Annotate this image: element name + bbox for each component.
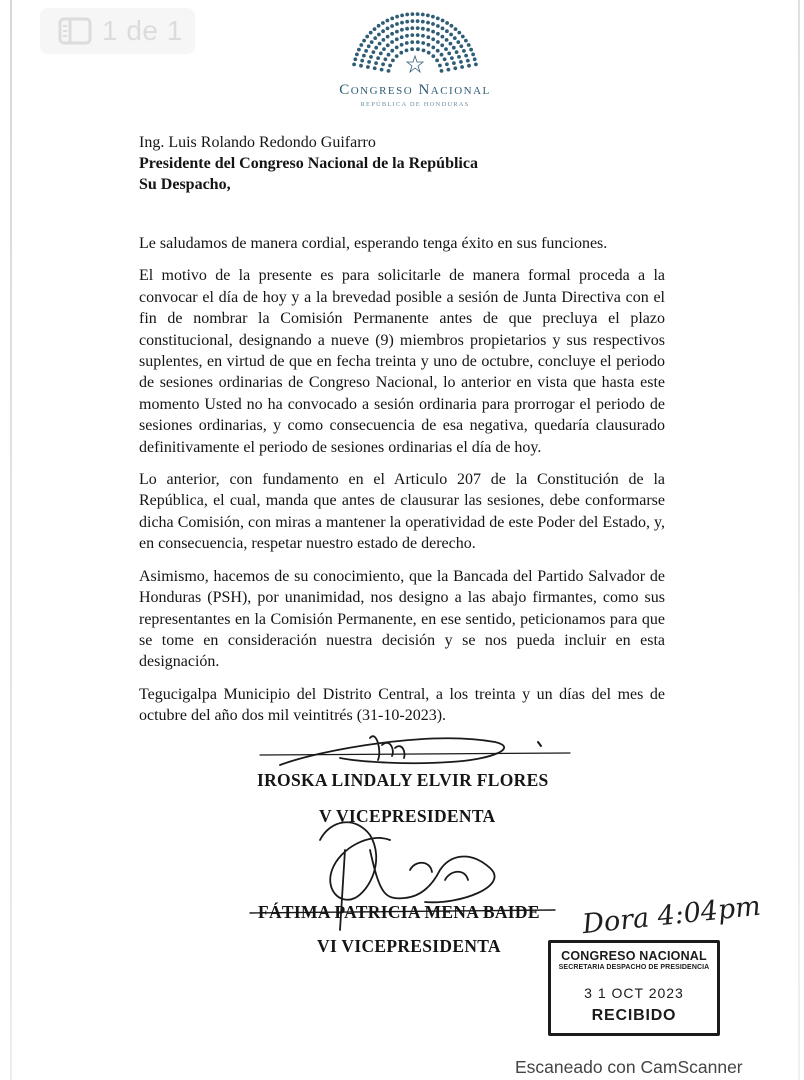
seat-dot bbox=[390, 17, 394, 21]
seat-dot bbox=[445, 21, 449, 25]
seat-dot bbox=[455, 50, 459, 54]
seat-dot bbox=[378, 42, 382, 46]
seat-dot bbox=[386, 19, 390, 23]
seat-dot bbox=[381, 62, 385, 66]
seat-dot bbox=[467, 64, 471, 68]
seat-dot bbox=[388, 64, 392, 68]
seat-dot bbox=[426, 35, 430, 39]
seat-dot bbox=[360, 59, 364, 63]
seat-dot bbox=[373, 66, 377, 70]
seat-dot bbox=[395, 15, 399, 19]
seat-dot bbox=[395, 46, 399, 50]
signatory-1-name: IROSKA LINDALY ELVIR FLORES bbox=[257, 770, 549, 790]
seat-dot bbox=[431, 15, 435, 19]
seat-dot bbox=[471, 53, 475, 57]
seat-dot bbox=[449, 42, 453, 46]
seat-dot bbox=[416, 12, 420, 16]
seat-dot bbox=[474, 63, 478, 67]
seat-dot bbox=[395, 22, 399, 26]
seat-dot bbox=[362, 54, 366, 58]
seat-dot bbox=[450, 56, 454, 60]
seat-dot bbox=[436, 24, 440, 28]
scanner-watermark: Escaneado con CamScanner bbox=[515, 1057, 743, 1077]
seat-dot bbox=[405, 41, 409, 45]
seat-dot bbox=[459, 60, 463, 64]
stamp-status: RECIBIDO bbox=[591, 1007, 677, 1024]
seat-dot bbox=[376, 56, 380, 60]
seat-dot bbox=[386, 43, 390, 47]
seat-dot bbox=[416, 47, 420, 51]
seat-dot bbox=[400, 43, 404, 47]
addressee-name: Ing. Luis Rolando Redondo Guifarro bbox=[139, 134, 376, 151]
seat-dot bbox=[416, 40, 420, 44]
seat-dot bbox=[426, 28, 430, 32]
seat-dot bbox=[400, 14, 404, 18]
paragraph-greeting: Le saludamos de manera cordial, esperando tenga éxito en sus funciones. bbox=[139, 235, 608, 252]
seat-dot bbox=[469, 48, 473, 52]
paragraph-designation: Asimismo, hacemos de su conocimiento, que la Bancada del Partido Salvador de Honduras (PSH), por unanimidad, nos designo a las abajo firmantes, como sus representantes en la Comisión Permanente, en ese sentido, peticionamos para que se tome en consideración nuestra decisión y se nos pueda incluir en esta designación. bbox=[139, 567, 665, 671]
seat-dot bbox=[445, 62, 449, 66]
seat-dot bbox=[441, 35, 445, 39]
seat-dot bbox=[405, 13, 409, 17]
seat-dot bbox=[395, 30, 399, 34]
addressee-block bbox=[139, 132, 478, 195]
seat-dot bbox=[400, 35, 404, 39]
letterhead-subtitle: REPÚBLICA DE HONDURAS bbox=[360, 101, 470, 108]
seat-dot bbox=[441, 27, 445, 31]
seat-dot bbox=[369, 31, 373, 35]
seat-dot bbox=[452, 61, 456, 65]
seat-dot bbox=[381, 21, 385, 25]
seat-dot bbox=[421, 34, 425, 38]
seat-dot bbox=[387, 69, 391, 73]
letterhead bbox=[300, 6, 530, 110]
seat-dot bbox=[416, 33, 420, 37]
seat-dot bbox=[359, 64, 363, 68]
emblem-star bbox=[407, 56, 423, 72]
seat-dot bbox=[436, 32, 440, 36]
seat-dot bbox=[462, 49, 466, 53]
seat-dot bbox=[405, 27, 409, 31]
seat-dot bbox=[444, 47, 448, 51]
seat-dot bbox=[436, 49, 440, 53]
seat-dot bbox=[390, 49, 394, 53]
seat-dot bbox=[386, 35, 390, 39]
seat-dot bbox=[379, 52, 383, 56]
seat-dot bbox=[391, 59, 395, 63]
seat-dot bbox=[365, 35, 369, 39]
seat-dot bbox=[466, 59, 470, 63]
seat-dot bbox=[467, 43, 471, 47]
seat-dot bbox=[445, 38, 449, 42]
seat-dot bbox=[411, 12, 415, 16]
seat-dot bbox=[440, 53, 444, 57]
stamp-office: SECRETARIA DESPACHO DE PRESIDENCIA bbox=[558, 964, 710, 971]
paragraph-legal-basis: Lo anterior, con fundamento en el Articulo 207 de la Constitución de la República, el cual, manda que antes de clausurar las sesiones, debe conformarse dicha Comisión, con miras a mantener la operatividad de este Poder del Estado, y, en consecuencia, respetar nuestro estado de derecho. bbox=[139, 471, 665, 553]
seat-dot bbox=[440, 43, 444, 47]
seat-dot bbox=[405, 34, 409, 38]
seat-dot bbox=[387, 53, 391, 57]
seat-dot bbox=[431, 46, 435, 50]
seat-dot bbox=[457, 55, 461, 59]
page-indicator-label: 1 de 1 bbox=[102, 15, 183, 46]
signatory-2-name: FÁTIMA PATRICIA MENA BAIDE bbox=[258, 902, 540, 922]
seat-dot bbox=[382, 38, 386, 42]
seat-dot bbox=[364, 49, 368, 53]
seat-dot bbox=[386, 27, 390, 31]
addressee-title: Presidente del Congreso Nacional de la República bbox=[139, 155, 478, 172]
stamp-institution: CONGRESO NACIONAL bbox=[561, 949, 707, 963]
seat-dot bbox=[374, 46, 378, 50]
seat-dot bbox=[395, 37, 399, 41]
seat-dot bbox=[399, 51, 403, 55]
seat-dot bbox=[373, 36, 377, 40]
seat-dot bbox=[400, 28, 404, 32]
seat-dot bbox=[410, 47, 414, 51]
seat-dot bbox=[405, 20, 409, 24]
seat-dot bbox=[453, 36, 457, 40]
seat-dot bbox=[390, 32, 394, 36]
seat-dot bbox=[461, 35, 465, 39]
seat-dot bbox=[366, 65, 370, 69]
seat-dot bbox=[436, 40, 440, 44]
seat-dot bbox=[421, 20, 425, 24]
seat-dot bbox=[373, 27, 377, 31]
seat-dot bbox=[447, 68, 451, 72]
seat-dot bbox=[431, 54, 435, 58]
seat-dot bbox=[362, 39, 366, 43]
seat-dot bbox=[426, 21, 430, 25]
received-stamp bbox=[548, 940, 720, 1036]
seat-dot bbox=[400, 21, 404, 25]
seat-dot bbox=[441, 19, 445, 23]
seat-dot bbox=[464, 54, 468, 58]
seat-dot bbox=[357, 48, 361, 52]
seat-dot bbox=[390, 40, 394, 44]
seat-dot bbox=[453, 66, 457, 70]
seat-dot bbox=[411, 19, 415, 23]
seat-dot bbox=[445, 29, 449, 33]
handwritten-received-note: Dora 4:04pm bbox=[580, 890, 763, 941]
seat-dot bbox=[410, 26, 414, 30]
seat-dot bbox=[426, 14, 430, 18]
page-left-edge bbox=[10, 0, 12, 1080]
paragraph-place-date: Tegucigalpa Municipio del Distrito Central, a los treinta y un días del mes de octubre del año dos mil veintitrés (31-10-2023). bbox=[139, 685, 665, 725]
page-indicator[interactable] bbox=[40, 8, 195, 54]
seat-dot bbox=[447, 52, 451, 56]
letterhead-institution: Congreso Nacional bbox=[339, 82, 491, 98]
seat-dot bbox=[450, 24, 454, 28]
seat-dot bbox=[384, 57, 388, 61]
seat-dot bbox=[416, 19, 420, 23]
seat-dot bbox=[377, 33, 381, 37]
seat-dot bbox=[431, 30, 435, 34]
seat-dot bbox=[464, 39, 468, 43]
seat-dot bbox=[355, 53, 359, 57]
seat-dot bbox=[443, 57, 447, 61]
seat-dot bbox=[440, 69, 444, 73]
seat-dot bbox=[380, 68, 384, 72]
seat-dot bbox=[353, 57, 357, 61]
seat-dot bbox=[431, 37, 435, 41]
seat-dot bbox=[367, 44, 371, 48]
letter-body bbox=[139, 233, 665, 738]
seat-dot bbox=[405, 49, 409, 53]
seat-dot bbox=[459, 44, 463, 48]
paragraph-request: El motivo de la presente es para solicitarle de manera formal proceda a la convocar el día de hoy y a la brevedad posible a sesión de Junta Directiva con el fin de nombrar la Comisión Permanente antes de que precluya el plazo constitucional, designando a nueve (9) miembros propietarios y sus respectivos suplentes, en virtud de que en fecha treinta y uno de octubre, concluye el periodo de sesiones ordinarias de Congreso Nacional, lo anterior en vista que hasta este momento Usted no ha convocado a sesión ordinaria para prorrogar el periodo de sesiones ordinarias, y como consecuencia de esa negativa, quedaría clausurado definitivamente el periodo de sesiones ordinarias el día de hoy. bbox=[139, 267, 665, 456]
seat-dot bbox=[367, 60, 371, 64]
seat-dot bbox=[449, 33, 453, 37]
pages-icon bbox=[58, 17, 92, 45]
seat-dot bbox=[460, 65, 464, 69]
seat-dot bbox=[377, 24, 381, 28]
seat-dot bbox=[410, 40, 414, 44]
seat-dot bbox=[427, 43, 431, 47]
seat-dot bbox=[456, 40, 460, 44]
seat-dot bbox=[416, 26, 420, 30]
seat-dot bbox=[382, 47, 386, 51]
addressee-salutation: Su Despacho, bbox=[139, 176, 231, 193]
seat-dot bbox=[395, 54, 399, 58]
seat-dot bbox=[431, 22, 435, 26]
seat-dot bbox=[422, 49, 426, 53]
signatory-2-title: VI VICEPRESIDENTA bbox=[317, 936, 501, 956]
signatory-1-title: V VICEPRESIDENTA bbox=[319, 806, 496, 826]
parliament-seats-icon bbox=[335, 6, 495, 80]
page-right-edge bbox=[798, 0, 800, 1080]
seat-dot bbox=[457, 31, 461, 35]
seat-dot bbox=[435, 59, 439, 63]
seat-dot bbox=[410, 33, 414, 37]
seat-dot bbox=[359, 43, 363, 47]
seat-dot bbox=[372, 50, 376, 54]
seat-dot bbox=[369, 55, 373, 59]
seat-dot bbox=[452, 46, 456, 50]
seat-dot bbox=[370, 40, 374, 44]
seat-dot bbox=[352, 63, 356, 67]
seat-dot bbox=[454, 27, 458, 31]
seat-dot bbox=[381, 29, 385, 33]
seat-dot bbox=[421, 41, 425, 45]
seat-dot bbox=[473, 57, 477, 61]
seat-dot bbox=[421, 27, 425, 31]
seat-dot bbox=[374, 61, 378, 65]
stamp-date: 3 1 OCT 2023 bbox=[584, 985, 684, 1001]
seat-dot bbox=[390, 24, 394, 28]
seat-dot bbox=[438, 64, 442, 68]
seat-dot bbox=[427, 51, 431, 55]
seat-dot bbox=[421, 13, 425, 17]
seat-dot bbox=[436, 17, 440, 21]
